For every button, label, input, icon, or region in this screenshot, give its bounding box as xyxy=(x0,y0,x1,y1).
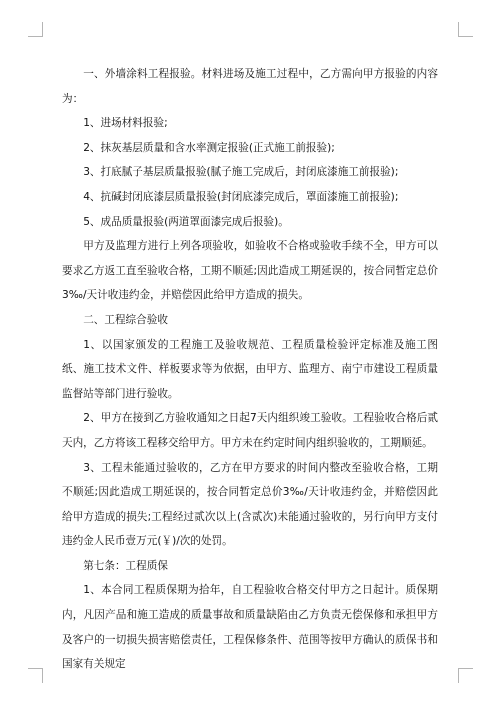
paragraph-section-2-heading: 二、工程综合验收 xyxy=(83,313,168,326)
paragraph-item-4: 4、抗碱封闭底漆层质量报验(封闭底漆完成后，罩面漆施工前报验); xyxy=(83,190,399,203)
paragraph-item-1: 1、进场材料报验; xyxy=(83,117,168,130)
paragraph-item-5: 5、成品质量报验(两道罩面漆完成后报验)。 xyxy=(83,215,289,228)
document-body xyxy=(62,62,438,677)
corner-mark-top-right xyxy=(458,22,473,37)
corner-mark-bottom-left xyxy=(28,668,43,683)
paragraph-item-3: 3、打底腻子基层质量报验(腻子施工完成后，封闭底漆施工前报验); xyxy=(83,166,399,179)
paragraph-item-2: 2、抹灰基层质量和含水率测定报验(正式施工前报验); xyxy=(83,141,335,154)
paragraph-inspection-note: 甲方及监理方进行上列各项验收，如验收不合格或验收手续不全，甲方可以要求乙方返工直至验收合格，工期不顺延;因此造成工期延误的，按合同暂定总价3‰/天计收违约金，并赔偿因此给甲方造成的损失。 xyxy=(62,240,438,302)
paragraph-section-1-heading: 一、外墙涂料工程报验。材料进场及施工过程中，乙方需向甲方报验的内容为： xyxy=(62,68,438,105)
paragraph-acceptance-1: 1、以国家颁发的工程施工及验收规范、工程质量检验评定标准及施工图纸、施工技术文件、样板要求等为依据，由甲方、监理方、南宁市建设工程质量监督站等部门进行验收。 xyxy=(62,338,438,400)
paragraph-acceptance-2: 2、甲方在接到乙方验收通知之日起7天内组织竣工验收。工程验收合格后贰天内，乙方将该工程移交给甲方。甲方未在约定时间内组织验收的，工期顺延。 xyxy=(62,412,438,449)
corner-mark-bottom-right xyxy=(458,668,473,683)
paragraph-article-7-heading: 第七条：工程质保 xyxy=(83,559,168,572)
paragraph-warranty-1: 1、本合同工程质保期为拾年，自工程验收合格交付甲方之日起计。质保期内，凡因产品和施工造成的质量事故和质量缺陷由乙方负责无偿保修和承担甲方及客户的一切损失损害赔偿责任，工程保修条件、范围等按甲方确认的质保书和国家有关规定 xyxy=(62,584,438,671)
paragraph-acceptance-3: 3、工程未能通过验收的，乙方在甲方要求的时间内整改至验收合格，工期不顺延;因此造成工期延误的，按合同暂定总价3‰/天计收违约金，并赔偿因此给甲方造成的损失;工程经过贰次以上(含贰次)未能通过验收的，另行向甲方支付违约金人民币壹万元(￥)/次的处罚。 xyxy=(62,461,438,548)
corner-mark-top-left xyxy=(28,22,43,37)
